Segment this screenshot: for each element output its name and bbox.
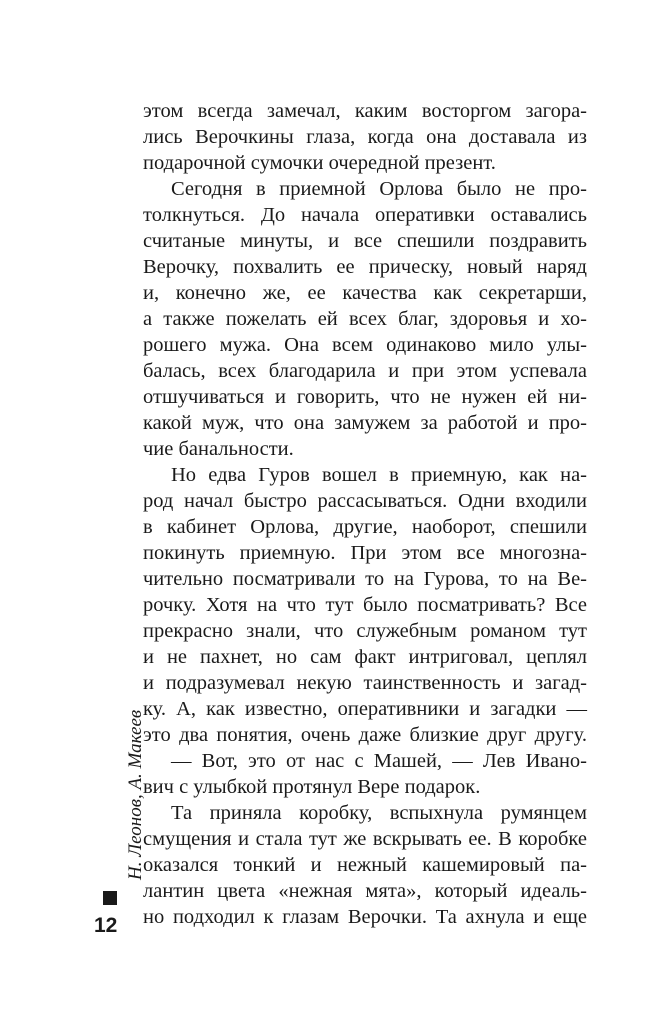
text-line: смущения и стала тут же вскрывать ее. В коробке <box>143 828 587 850</box>
page-number: 12 <box>94 914 118 937</box>
text-line: и подразумевал некую таинственность и загад- <box>143 672 587 694</box>
text-line: прекрасно знали, что служебным романом тут <box>143 620 587 642</box>
text-line: Но едва Гуров вошел в приемную, как на- <box>171 464 587 486</box>
text-line: подарочной сумочки очередной презент. <box>143 152 496 174</box>
text-line: лантин цвета «нежная мята», который идеаль- <box>143 880 587 902</box>
text-line: рочку. Хотя на что тут было посматривать? Все <box>143 594 587 616</box>
text-line: а также пожелать ей всех благ, здоровья и хо- <box>143 308 587 330</box>
text-line: и, конечно же, ее качества как секретарши, <box>143 282 587 304</box>
text-line: род начал быстро рассасываться. Одни входили <box>143 490 587 512</box>
text-line: но подходил к глазам Верочки. Та ахнула и еще <box>143 906 587 928</box>
running-head-authors: Н. Леонов, А. Макеев <box>125 709 146 880</box>
text-line: оказался тонкий и нежный кашемировый па- <box>143 854 587 876</box>
text-line: — Вот, это от нас с Машей, — Лев Ивано- <box>171 750 587 772</box>
text-line: в кабинет Орлова, другие, наоборот, спешили <box>143 516 587 538</box>
text-line: вич с улыбкой протянул Вере подарок. <box>143 776 481 798</box>
text-line: покинуть приемную. При этом все многозна- <box>143 542 587 564</box>
text-line: балась, всех благодарила и при этом успевала <box>143 360 587 382</box>
text-line: рошего мужа. Она всем одинаково мило улы- <box>143 334 587 356</box>
text-line: этом всегда замечал, каким восторгом загора- <box>143 100 587 122</box>
text-line: какой муж, что она замужем за работой и про- <box>143 412 587 434</box>
text-line: чительно посматривали то на Гурова, то на Ве- <box>143 568 587 590</box>
body-text <box>143 98 587 930</box>
text-line: это два понятия, очень даже близкие друг другу. <box>143 724 587 746</box>
text-line: толкнуться. До начала оперативки оставались <box>143 204 587 226</box>
text-line: лись Верочкины глаза, когда она доставала из <box>143 126 587 148</box>
text-line: Верочку, похвалить ее прическу, новый наряд <box>143 256 587 278</box>
text-line: Та приняла коробку, вспыхнула румянцем <box>171 802 587 824</box>
folio-square-mark <box>103 891 117 905</box>
text-line: считаные минуты, и все спешили поздравить <box>143 230 587 252</box>
text-line: ку. А, как известно, оперативники и загадки — <box>143 698 587 720</box>
text-line: Сегодня в приемной Орлова было не про- <box>171 178 587 200</box>
text-line: чие банальности. <box>143 438 294 460</box>
text-line: отшучиваться и говорить, что не нужен ей ни- <box>143 386 587 408</box>
text-line: и не пахнет, но сам факт интриговал, цеплял <box>143 646 587 668</box>
